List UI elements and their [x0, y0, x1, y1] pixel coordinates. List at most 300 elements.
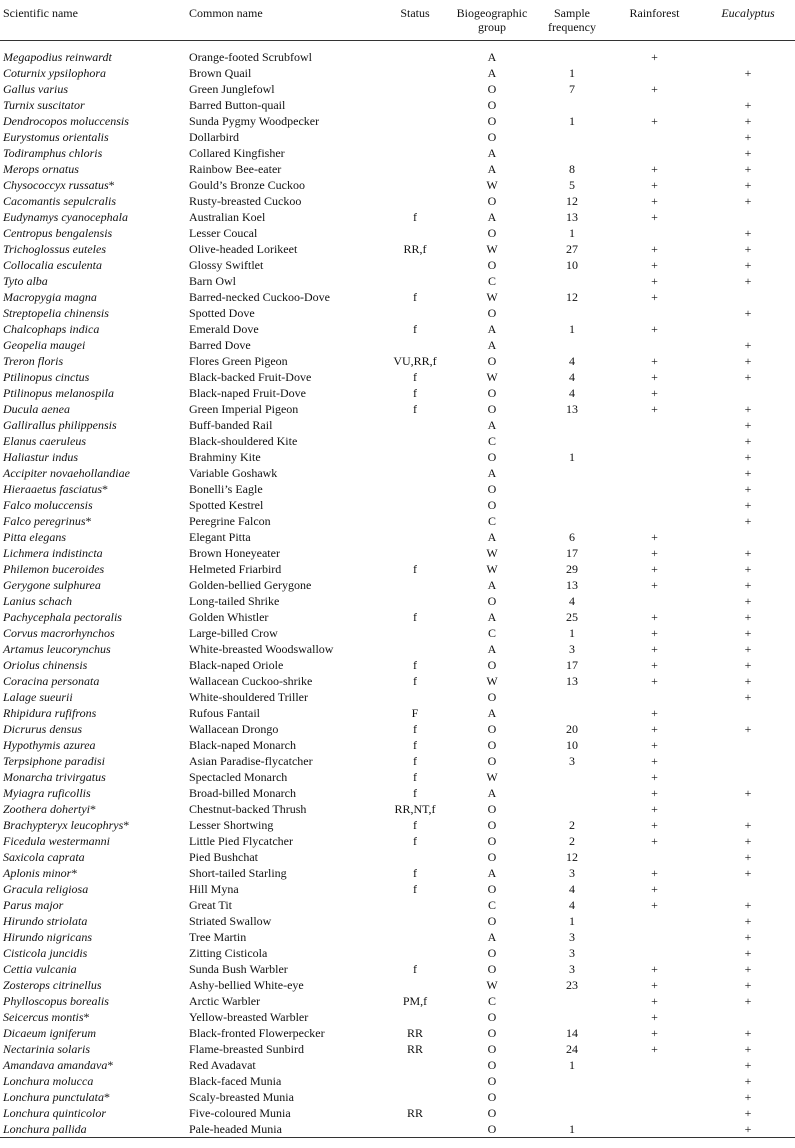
cell-eucalyptus: +: [744, 465, 752, 480]
cell-rainforest: +: [651, 577, 658, 592]
cell-rainforest: +: [651, 817, 658, 832]
cell-sample-frequency: 14: [566, 1025, 578, 1040]
cell-biogeographic-group: O: [487, 1057, 497, 1072]
scientific-name-text: Lalage sueurii: [3, 689, 73, 704]
cell-status: f: [413, 785, 417, 800]
cell-eucalyptus: +: [744, 1089, 752, 1104]
table-row: [0, 1121, 795, 1138]
cell-common-name: Golden Whistler: [189, 609, 269, 624]
cell-eucalyptus: +: [744, 865, 752, 880]
scientific-name-text: Coturnix ypsilophora: [3, 65, 107, 80]
cell-rainforest: +: [651, 193, 658, 208]
table-row: [0, 833, 795, 849]
cell-scientific-name: [0, 641, 186, 657]
cell-status: f: [413, 321, 417, 336]
cell-sample-frequency: 13: [566, 401, 578, 416]
cell-rainforest: [608, 97, 701, 113]
cell-eucalyptus: +: [744, 257, 752, 272]
cell-rainforest: [608, 129, 701, 145]
cell-rainforest: [608, 1105, 701, 1121]
cell-status: f: [413, 289, 417, 304]
cell-common-name: Lesser Shortwing: [189, 817, 274, 832]
table-row: [0, 977, 795, 993]
cell-biogeographic-group: A: [487, 577, 497, 592]
cell-common-name: Bonelli’s Eagle: [189, 481, 263, 496]
cell-common-name: Buff-banded Rail: [189, 417, 273, 432]
cell-biogeographic-group: O: [487, 1025, 497, 1040]
cell-scientific-name: [0, 561, 186, 577]
scientific-name-text: Cisticola juncidis: [3, 945, 88, 960]
cell-rainforest: +: [651, 753, 658, 768]
cell-status: f: [413, 401, 417, 416]
cell-sample-frequency: [536, 465, 608, 481]
cell-status: [382, 897, 448, 913]
cell-rainforest: [608, 433, 701, 449]
table-row: [0, 1073, 795, 1089]
cell-sample-frequency: [536, 1105, 608, 1121]
scientific-name-text: Lanius schach: [3, 593, 72, 608]
asterisk-marker: *: [85, 513, 92, 528]
cell-status: [382, 161, 448, 177]
cell-scientific-name: [0, 689, 186, 705]
table-row: [0, 993, 795, 1009]
cell-sample-frequency: 3: [569, 865, 575, 880]
cell-common-name: Red Avadavat: [189, 1057, 256, 1072]
cell-status: [382, 129, 448, 145]
cell-biogeographic-group: O: [487, 305, 497, 320]
cell-sample-frequency: [536, 305, 608, 321]
table-row: [0, 513, 795, 529]
cell-status: F: [411, 705, 419, 720]
header-scientific-name: Scientific name: [0, 4, 186, 40]
asterisk-marker: *: [104, 1089, 110, 1104]
table-row: [0, 305, 795, 321]
scientific-name-text: Lonchura molucca: [3, 1073, 94, 1088]
cell-rainforest: +: [651, 993, 658, 1008]
table-row: [0, 449, 795, 465]
cell-scientific-name: [0, 193, 186, 209]
scientific-name-text: Pachycephala pectoralis: [3, 609, 122, 624]
cell-scientific-name: [0, 305, 186, 321]
cell-sample-frequency: [536, 1089, 608, 1105]
cell-scientific-name: [0, 961, 186, 977]
table-row: [0, 177, 795, 193]
cell-rainforest: [608, 449, 701, 465]
cell-common-name: Black-shouldered Kite: [189, 433, 298, 448]
cell-status: f: [413, 721, 417, 736]
table-row: [0, 817, 795, 833]
cell-common-name: Black-naped Oriole: [189, 657, 284, 672]
cell-sample-frequency: 20: [566, 721, 578, 736]
cell-common-name: Sunda Pygmy Woodpecker: [189, 113, 320, 128]
cell-common-name: Black-backed Fruit-Dove: [189, 369, 312, 384]
cell-status: RR: [406, 1041, 423, 1056]
cell-scientific-name: [0, 593, 186, 609]
cell-eucalyptus: +: [744, 273, 752, 288]
cell-eucalyptus: +: [744, 817, 752, 832]
scientific-name-text: Ptilinopus cinctus: [3, 369, 90, 384]
cell-biogeographic-group: C: [487, 433, 496, 448]
cell-common-name: Emerald Dove: [189, 321, 259, 336]
cell-sample-frequency: [536, 1073, 608, 1089]
cell-status: [382, 465, 448, 481]
scientific-name-text: Chysococcyx russatus: [3, 177, 109, 192]
scientific-name-text: Hypothymis azurea: [3, 737, 96, 752]
cell-scientific-name: [0, 321, 186, 337]
cell-common-name: Hill Myna: [189, 881, 239, 896]
cell-sample-frequency: 13: [566, 673, 578, 688]
cell-rainforest: +: [651, 81, 658, 96]
cell-rainforest: [608, 305, 701, 321]
cell-status: [382, 1009, 448, 1025]
cell-biogeographic-group: A: [487, 49, 497, 64]
cell-eucalyptus: [701, 209, 795, 225]
cell-biogeographic-group: O: [487, 1041, 497, 1056]
cell-rainforest: +: [651, 113, 658, 128]
cell-sample-frequency: 1: [569, 625, 575, 640]
cell-common-name: Tree Martin: [189, 929, 247, 944]
table-row: [0, 657, 795, 673]
scientific-name-text: Oriolus chinensis: [3, 657, 88, 672]
cell-biogeographic-group: O: [487, 193, 497, 208]
cell-common-name: Green Imperial Pigeon: [189, 401, 299, 416]
cell-rainforest: [608, 929, 701, 945]
scientific-name-text: Hieraaetus fasciatus: [3, 481, 102, 496]
scientific-name-text: Elanus caeruleus: [3, 433, 86, 448]
cell-status: RR: [406, 1025, 423, 1040]
scientific-name-text: Eurystomus orientalis: [3, 129, 109, 144]
cell-scientific-name: [0, 1025, 186, 1041]
asterisk-marker: *: [123, 817, 130, 832]
cell-status: [382, 449, 448, 465]
cell-rainforest: +: [651, 1009, 658, 1024]
cell-sample-frequency: 4: [569, 897, 575, 912]
scientific-name-text: Myiagra ruficollis: [3, 785, 91, 800]
cell-rainforest: +: [651, 49, 658, 64]
cell-rainforest: [608, 1057, 701, 1073]
cell-scientific-name: [0, 801, 186, 817]
cell-sample-frequency: 1: [569, 321, 575, 336]
table-row: [0, 561, 795, 577]
cell-sample-frequency: 13: [566, 209, 578, 224]
cell-scientific-name: [0, 865, 186, 881]
table-row: [0, 1041, 795, 1057]
cell-scientific-name: [0, 113, 186, 129]
cell-rainforest: +: [651, 369, 658, 384]
table-row: [0, 753, 795, 769]
table-row: [0, 673, 795, 689]
table-row: [0, 785, 795, 801]
cell-scientific-name: [0, 529, 186, 545]
cell-status: f: [413, 209, 417, 224]
cell-scientific-name: [0, 513, 186, 529]
cell-biogeographic-group: O: [487, 497, 497, 512]
cell-biogeographic-group: O: [487, 913, 497, 928]
table-row: [0, 593, 795, 609]
cell-status: [382, 625, 448, 641]
cell-status: [382, 97, 448, 113]
cell-common-name: Elegant Pitta: [189, 529, 251, 544]
cell-sample-frequency: [536, 97, 608, 113]
cell-common-name: Brown Quail: [189, 65, 252, 80]
cell-sample-frequency: [536, 705, 608, 721]
scientific-name-text: Gallus varius: [3, 81, 69, 96]
cell-scientific-name: [0, 273, 186, 289]
cell-rainforest: +: [651, 769, 658, 784]
cell-rainforest: +: [651, 1041, 658, 1056]
cell-rainforest: +: [651, 833, 658, 848]
cell-sample-frequency: 2: [569, 817, 575, 832]
cell-rainforest: +: [651, 881, 658, 896]
cell-scientific-name: [0, 401, 186, 417]
scientific-name-text: Macropygia magna: [3, 289, 97, 304]
cell-common-name: Black-faced Munia: [189, 1073, 282, 1088]
cell-biogeographic-group: W: [486, 369, 498, 384]
cell-scientific-name: [0, 1009, 186, 1025]
cell-sample-frequency: 4: [569, 593, 575, 608]
cell-eucalyptus: [701, 81, 795, 97]
cell-sample-frequency: 4: [569, 385, 575, 400]
scientific-name-text: Turnix suscitator: [3, 97, 85, 112]
table-row: [0, 273, 795, 289]
cell-eucalyptus: +: [744, 961, 752, 976]
cell-rainforest: [608, 513, 701, 529]
cell-eucalyptus: +: [744, 1025, 752, 1040]
table-row: [0, 1009, 795, 1025]
cell-eucalyptus: +: [744, 1057, 752, 1072]
cell-status: [382, 145, 448, 161]
cell-status: [382, 497, 448, 513]
cell-scientific-name: [0, 129, 186, 145]
scientific-name-text: Chalcophaps indica: [3, 321, 100, 336]
cell-common-name: Dollarbird: [189, 129, 239, 144]
cell-status: [382, 1057, 448, 1073]
cell-common-name: Large-billed Crow: [189, 625, 278, 640]
cell-status: f: [413, 369, 417, 384]
cell-biogeographic-group: O: [487, 801, 497, 816]
cell-biogeographic-group: A: [487, 209, 497, 224]
table-header: [0, 4, 795, 40]
cell-status: RR: [406, 1105, 423, 1120]
table-row: [0, 129, 795, 145]
scientific-name-text: Todiramphus chloris: [3, 145, 103, 160]
cell-eucalyptus: +: [744, 337, 752, 352]
cell-common-name: Spotted Kestrel: [189, 497, 264, 512]
table-row: [0, 945, 795, 961]
cell-eucalyptus: [701, 289, 795, 305]
cell-biogeographic-group: A: [487, 929, 497, 944]
cell-eucalyptus: +: [744, 913, 752, 928]
cell-common-name: Olive-headed Lorikeet: [189, 241, 298, 256]
cell-status: f: [413, 833, 417, 848]
cell-status: f: [413, 961, 417, 976]
table-body: [0, 40, 795, 1137]
cell-eucalyptus: +: [744, 193, 752, 208]
cell-sample-frequency: 17: [566, 657, 578, 672]
cell-common-name: Ashy-bellied White-eye: [189, 977, 304, 992]
table-row: [0, 40, 795, 65]
table-row: [0, 865, 795, 881]
cell-biogeographic-group: A: [487, 161, 497, 176]
cell-biogeographic-group: A: [487, 321, 497, 336]
cell-biogeographic-group: O: [487, 401, 497, 416]
cell-common-name: Rufous Fantail: [189, 705, 260, 720]
header-sample-line2: frequency: [548, 20, 596, 34]
scientific-name-text: Streptopelia chinensis: [3, 305, 109, 320]
cell-scientific-name: [0, 849, 186, 865]
cell-common-name: White-shouldered Triller: [189, 689, 308, 704]
cell-eucalyptus: +: [744, 561, 752, 576]
cell-status: [382, 849, 448, 865]
cell-scientific-name: [0, 145, 186, 161]
scientific-name-text: Parus major: [3, 897, 64, 912]
table-row: [0, 465, 795, 481]
cell-scientific-name: [0, 289, 186, 305]
cell-sample-frequency: [536, 769, 608, 785]
cell-scientific-name: [0, 257, 186, 273]
cell-scientific-name: [0, 721, 186, 737]
cell-scientific-name: [0, 929, 186, 945]
cell-common-name: Short-tailed Starling: [189, 865, 287, 880]
cell-status: [382, 1073, 448, 1089]
cell-status: f: [413, 657, 417, 672]
cell-status: [382, 945, 448, 961]
scientific-name-text: Zosterops citrinellus: [3, 977, 102, 992]
cell-biogeographic-group: C: [487, 993, 496, 1008]
cell-scientific-name: [0, 945, 186, 961]
table-row: [0, 545, 795, 561]
scientific-name-text: Lonchura quinticolor: [3, 1105, 107, 1120]
cell-eucalyptus: +: [744, 1105, 752, 1120]
table-row: [0, 433, 795, 449]
scientific-name-text: Centropus bengalensis: [3, 225, 113, 240]
cell-sample-frequency: [536, 433, 608, 449]
scientific-name-text: Falco moluccensis: [3, 497, 93, 512]
cell-common-name: Five-coloured Munia: [189, 1105, 291, 1120]
cell-eucalyptus: +: [744, 689, 752, 704]
cell-sample-frequency: 12: [566, 289, 578, 304]
cell-rainforest: [608, 465, 701, 481]
table-row: [0, 289, 795, 305]
scientific-name-text: Lonchura punctulata: [3, 1089, 104, 1104]
scientific-name-text: Dicrurus densus: [3, 721, 83, 736]
cell-sample-frequency: [536, 513, 608, 529]
cell-rainforest: [608, 1121, 701, 1138]
cell-status: [382, 1121, 448, 1138]
cell-biogeographic-group: O: [487, 833, 497, 848]
header-status: Status: [382, 4, 448, 40]
cell-rainforest: [608, 225, 701, 241]
cell-biogeographic-group: A: [487, 865, 497, 880]
cell-common-name: Barred Dove: [189, 337, 251, 352]
cell-eucalyptus: +: [744, 129, 752, 144]
table-row: [0, 881, 795, 897]
cell-common-name: Pied Bushchat: [189, 849, 258, 864]
cell-biogeographic-group: O: [487, 881, 497, 896]
cell-scientific-name: [0, 1121, 186, 1138]
table-row: [0, 705, 795, 721]
table-row: [0, 97, 795, 113]
cell-scientific-name: [0, 417, 186, 433]
cell-rainforest: [608, 849, 701, 865]
cell-scientific-name: [0, 65, 186, 81]
cell-rainforest: +: [651, 353, 658, 368]
cell-status: f: [413, 817, 417, 832]
scientific-name-text: Brachypteryx leucophrys: [3, 817, 124, 832]
cell-scientific-name: [0, 881, 186, 897]
scientific-name-text: Phylloscopus borealis: [3, 993, 109, 1008]
cell-scientific-name: [0, 40, 186, 65]
cell-biogeographic-group: A: [487, 705, 497, 720]
table-row: [0, 913, 795, 929]
cell-status: [382, 417, 448, 433]
cell-eucalyptus: +: [744, 225, 752, 240]
cell-biogeographic-group: A: [487, 641, 497, 656]
table-row: [0, 1105, 795, 1121]
cell-sample-frequency: 17: [566, 545, 578, 560]
header-sample-frequency: [536, 4, 608, 40]
cell-rainforest: +: [651, 289, 658, 304]
cell-common-name: Glossy Swiftlet: [189, 257, 264, 272]
cell-scientific-name: [0, 657, 186, 673]
cell-common-name: Rainbow Bee-eater: [189, 161, 282, 176]
cell-scientific-name: [0, 97, 186, 113]
cell-rainforest: [608, 945, 701, 961]
scientific-name-text: Rhipidura rufifrons: [3, 705, 97, 720]
cell-rainforest: +: [651, 177, 658, 192]
cell-rainforest: +: [651, 561, 658, 576]
cell-biogeographic-group: W: [486, 561, 498, 576]
cell-eucalyptus: +: [744, 577, 752, 592]
asterisk-marker: *: [102, 481, 108, 496]
cell-status: f: [413, 865, 417, 880]
cell-sample-frequency: 3: [569, 961, 575, 976]
cell-biogeographic-group: O: [487, 593, 497, 608]
cell-common-name: Green Junglefowl: [189, 81, 275, 96]
cell-biogeographic-group: O: [487, 961, 497, 976]
cell-eucalyptus: +: [744, 481, 752, 496]
cell-rainforest: +: [651, 257, 658, 272]
scientific-name-text: Cettia vulcania: [3, 961, 77, 976]
cell-rainforest: [608, 593, 701, 609]
cell-status: [382, 689, 448, 705]
cell-sample-frequency: 27: [566, 241, 578, 256]
cell-status: [382, 305, 448, 321]
cell-biogeographic-group: A: [487, 417, 497, 432]
cell-biogeographic-group: O: [487, 81, 497, 96]
cell-status: [382, 40, 448, 65]
cell-eucalyptus: +: [744, 369, 752, 384]
cell-eucalyptus: +: [744, 161, 752, 176]
cell-status: [382, 193, 448, 209]
cell-biogeographic-group: C: [487, 273, 496, 288]
cell-common-name: Australian Koel: [189, 209, 266, 224]
cell-biogeographic-group: O: [487, 129, 497, 144]
table-row: [0, 113, 795, 129]
table-row: [0, 145, 795, 161]
cell-eucalyptus: [701, 705, 795, 721]
cell-eucalyptus: +: [744, 433, 752, 448]
cell-status: VU,RR,f: [393, 353, 437, 368]
cell-common-name: Pale-headed Munia: [186, 1121, 382, 1138]
cell-rainforest: [608, 1089, 701, 1105]
scientific-name-text: Gracula religiosa: [3, 881, 89, 896]
cell-scientific-name: [0, 977, 186, 993]
table-row: [0, 161, 795, 177]
cell-eucalyptus: +: [744, 977, 752, 992]
cell-sample-frequency: [536, 40, 608, 65]
cell-common-name: Brown Honeyeater: [189, 545, 280, 560]
